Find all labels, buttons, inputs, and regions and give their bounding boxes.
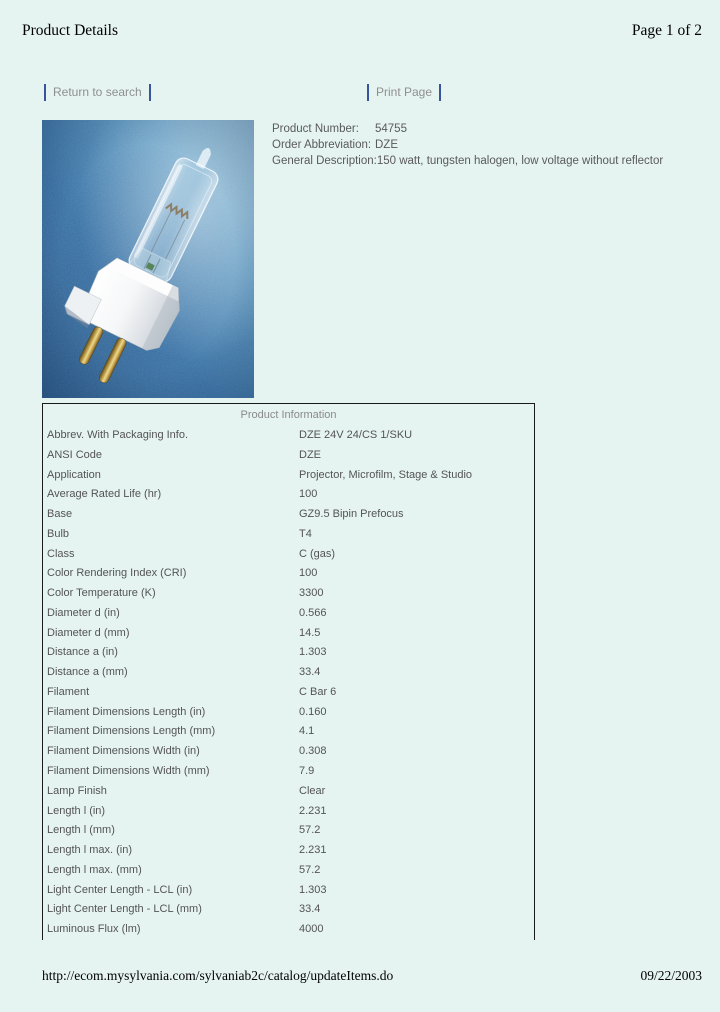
product-number-label: Product Number: bbox=[272, 123, 359, 135]
row-value: 33.4 bbox=[299, 903, 321, 916]
row-label: Filament Dimensions Length (in) bbox=[47, 705, 206, 718]
row-value: 3300 bbox=[299, 587, 324, 600]
row-label: Length l max. (mm) bbox=[47, 863, 142, 876]
row-value: 57.2 bbox=[299, 863, 321, 876]
row-label: Color Rendering Index (CRI) bbox=[47, 567, 187, 580]
table-row bbox=[43, 881, 534, 901]
table-row bbox=[43, 505, 534, 525]
table-row bbox=[43, 821, 534, 841]
order-abbreviation-value: DZE bbox=[375, 139, 398, 151]
row-label: Length l max. (in) bbox=[47, 844, 132, 857]
row-label: Length l (mm) bbox=[47, 824, 115, 837]
product-number-value: 54755 bbox=[375, 123, 407, 135]
table-row bbox=[43, 564, 534, 584]
general-description-value: 150 watt, tungsten halogen, low voltage without reflector bbox=[376, 155, 664, 167]
row-label: Class bbox=[47, 547, 75, 560]
row-label: Filament Dimensions Width (mm) bbox=[47, 765, 210, 778]
table-row bbox=[43, 703, 534, 723]
table-row bbox=[43, 861, 534, 881]
page-title: Product Details bbox=[22, 22, 118, 39]
table-row bbox=[43, 604, 534, 624]
row-value: 14.5 bbox=[299, 626, 321, 639]
row-value: 0.308 bbox=[299, 745, 327, 758]
row-value: T4 bbox=[299, 527, 312, 540]
row-label: Light Center Length - LCL (in) bbox=[47, 883, 193, 896]
row-label: Application bbox=[47, 468, 101, 481]
row-value: 4000 bbox=[299, 923, 324, 936]
table-row bbox=[43, 663, 534, 683]
order-abbreviation-label: Order Abbreviation: bbox=[272, 139, 372, 151]
row-label: Average Rated Life (hr) bbox=[47, 488, 162, 501]
row-label: Distance a (in) bbox=[47, 646, 118, 659]
table-row bbox=[43, 643, 534, 663]
row-value: C Bar 6 bbox=[299, 685, 337, 698]
row-label: Abbrev. With Packaging Info. bbox=[47, 429, 189, 441]
row-value: Projector, Microfilm, Stage & Studio bbox=[299, 468, 473, 481]
page-number-indicator: Page 1 of 2 bbox=[631, 22, 702, 39]
general-description-row bbox=[272, 153, 712, 169]
row-value: 0.566 bbox=[299, 606, 327, 619]
product-table-rows bbox=[43, 426, 534, 940]
row-label: Diameter d (mm) bbox=[47, 626, 130, 639]
general-description-label: General Description: bbox=[272, 155, 377, 167]
row-value: 0.160 bbox=[299, 705, 327, 718]
row-label: Distance a (mm) bbox=[47, 666, 128, 679]
row-label: Luminous Flux (lm) bbox=[47, 923, 141, 936]
table-header: Product Information bbox=[240, 409, 337, 421]
row-value: Clear bbox=[299, 784, 326, 797]
row-label: Length l (in) bbox=[47, 804, 106, 817]
row-value: 4.1 bbox=[299, 725, 315, 738]
row-value: 2.231 bbox=[299, 804, 327, 817]
row-value: 2.231 bbox=[299, 844, 327, 857]
row-value: C (gas) bbox=[299, 547, 336, 560]
row-value: DZE 24V 24/CS 1/SKU bbox=[299, 429, 413, 441]
table-row bbox=[43, 624, 534, 644]
row-label: Base bbox=[47, 508, 73, 521]
table-row bbox=[43, 900, 534, 920]
table-row bbox=[43, 426, 534, 446]
row-value: 100 bbox=[299, 488, 318, 501]
row-label: Light Center Length - LCL (mm) bbox=[47, 903, 202, 916]
order-abbreviation-row bbox=[272, 137, 712, 153]
product-information-table bbox=[42, 403, 535, 940]
row-label: Diameter d (in) bbox=[47, 606, 120, 619]
row-label: Bulb bbox=[47, 527, 70, 540]
product-number-row bbox=[272, 121, 712, 137]
print-page-button[interactable]: Print Page bbox=[367, 84, 441, 101]
table-row bbox=[43, 446, 534, 466]
row-value: 1.303 bbox=[299, 883, 327, 896]
table-row bbox=[43, 722, 534, 742]
product-photo bbox=[42, 120, 254, 398]
table-row bbox=[43, 485, 534, 505]
row-value: 57.2 bbox=[299, 824, 321, 837]
row-value: GZ9.5 Bipin Prefocus bbox=[299, 508, 404, 521]
footer-url: http://ecom.mysylvania.com/sylvaniab2c/catalog/updateItems.do bbox=[42, 968, 394, 983]
row-label: Color Temperature (K) bbox=[47, 587, 156, 600]
halogen-lamp-image bbox=[42, 120, 254, 398]
footer-date: 09/22/2003 bbox=[640, 968, 702, 983]
row-value: 7.9 bbox=[299, 765, 315, 778]
table-row bbox=[43, 920, 534, 940]
row-label: ANSI Code bbox=[47, 448, 103, 461]
row-label: Filament bbox=[47, 685, 90, 698]
row-value: 1.303 bbox=[299, 646, 327, 659]
table-row bbox=[43, 802, 534, 822]
row-value: 33.4 bbox=[299, 666, 321, 679]
table-row bbox=[43, 683, 534, 703]
product-summary bbox=[272, 121, 712, 169]
row-value: 100 bbox=[299, 567, 318, 580]
row-value: DZE bbox=[299, 448, 321, 461]
table-row bbox=[43, 545, 534, 565]
row-label: Lamp Finish bbox=[47, 784, 107, 797]
table-row bbox=[43, 466, 534, 486]
table-row bbox=[43, 782, 534, 802]
return-to-search-button[interactable]: Return to search bbox=[44, 84, 151, 101]
table-row bbox=[43, 525, 534, 545]
table-row bbox=[43, 584, 534, 604]
row-label: Filament Dimensions Length (mm) bbox=[47, 725, 216, 738]
table-row bbox=[43, 841, 534, 861]
table-row bbox=[43, 742, 534, 762]
table-row bbox=[43, 762, 534, 782]
row-label: Filament Dimensions Width (in) bbox=[47, 745, 200, 758]
